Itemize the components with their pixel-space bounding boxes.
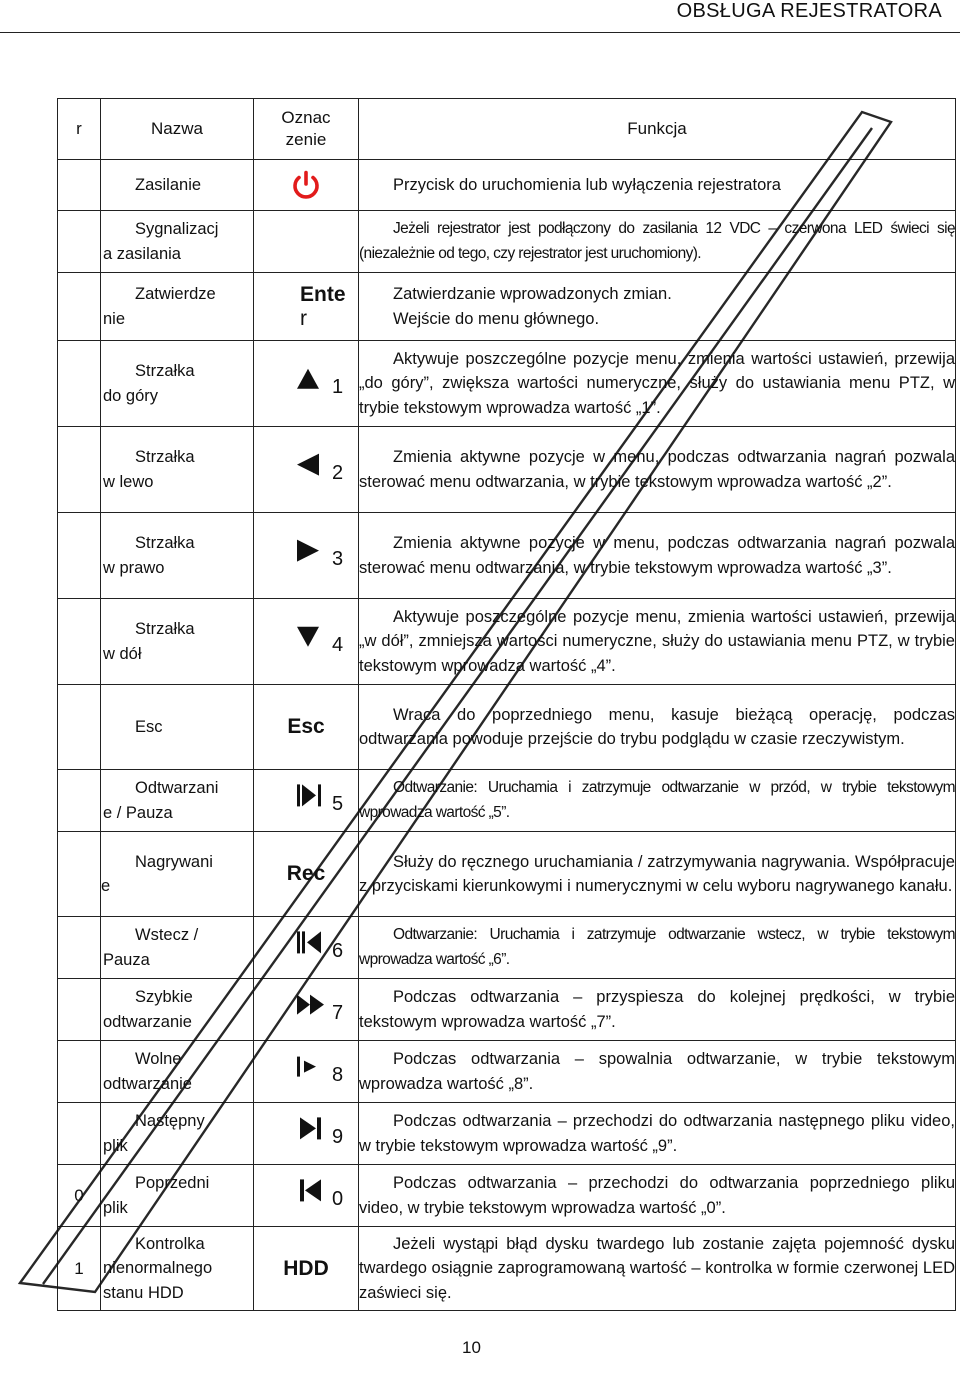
row-name-line2: w prawo [103, 558, 165, 577]
row-name-line1: Odtwarzani [135, 779, 219, 797]
row-no [58, 427, 101, 513]
row-name [101, 685, 254, 770]
function-line: Aktywuje poszczególne pozycje menu, zmienia wartości ustawień, przewija „w dół”, zmniejsza wartości numeryczne, służy do ustawiania menu PTZ, w trybie tekstowym wprowadza wartość „4”. [359, 607, 955, 675]
key-digit: 2 [332, 461, 344, 484]
row-mark [254, 979, 359, 1041]
row-name-line1: Strzałka [135, 534, 195, 552]
key-digit: 4 [332, 633, 344, 656]
table-row [58, 1165, 956, 1227]
row-mark [254, 685, 359, 770]
table-row [58, 1103, 956, 1165]
key-digit: 6 [332, 939, 344, 962]
row-name-line2: plik [103, 1136, 128, 1155]
row-name-line1: Następny [135, 1112, 205, 1130]
table-row [58, 979, 956, 1041]
key-digit: 8 [332, 1063, 344, 1086]
row-name-line1: Sygnalizacj [135, 220, 219, 238]
row-name-line2: odtwarzanie [103, 1012, 192, 1031]
page-number: 10 [462, 1338, 481, 1357]
row-name-line2: w lewo [103, 472, 154, 491]
arrow-right-icon [296, 538, 320, 567]
row-no [58, 341, 101, 427]
row-function [359, 1227, 956, 1311]
header-function: Funkcja [359, 99, 956, 160]
row-function [359, 770, 956, 832]
row-name [101, 979, 254, 1041]
enter-label-line2: r [300, 306, 307, 330]
slow-play-icon [296, 1054, 326, 1083]
row-name-line2: w dół [103, 644, 142, 663]
row-name [101, 917, 254, 979]
table-row [58, 1227, 956, 1311]
row-mark [254, 513, 359, 599]
row-name-line1: Zatwierdze [135, 285, 216, 303]
row-mark [254, 341, 359, 427]
function-line: Zmienia aktywne pozycje w menu, podczas odtwarzania nagrań pozwala sterować menu odtwarzania, w trybie tekstowym wprowadza wartość „3”. [359, 534, 955, 577]
row-name-line1: Kontrolka [135, 1234, 205, 1253]
function-line: Podczas odtwarzania – przyspiesza do kolejnej prędkości, w trybie tekstowym wprowadza wartość „7”. [359, 988, 955, 1031]
rec-label: Rec [286, 862, 326, 885]
esc-label: Esc [287, 715, 325, 738]
enter-label-line1: Ente [300, 282, 346, 306]
row-no [58, 685, 101, 770]
row-name-line2: nie [103, 309, 126, 328]
table-row [58, 832, 956, 917]
row-no [58, 160, 101, 211]
key-digit: 1 [332, 375, 344, 398]
row-name-line1: Strzałka [135, 448, 195, 466]
function-line: Podczas odtwarzania – przechodzi do odtwarzania następnego pliku video, w trybie tekstowym wprowadza wartość „9”. [359, 1112, 955, 1155]
key-digit: 3 [332, 547, 344, 570]
table-row [58, 341, 956, 427]
row-function [359, 917, 956, 979]
row-name [101, 1165, 254, 1227]
row-name [101, 832, 254, 917]
key-digit: 7 [332, 1001, 344, 1024]
header-rule [0, 32, 960, 33]
table-row [58, 1041, 956, 1103]
row-function [359, 211, 956, 273]
row-no [58, 832, 101, 917]
row-name [101, 1041, 254, 1103]
table-row [58, 770, 956, 832]
table-row [58, 427, 956, 513]
table-row [58, 160, 956, 211]
row-name [101, 1227, 254, 1311]
row-no: 0 [58, 1165, 101, 1227]
row-name [101, 599, 254, 685]
header-mark [254, 99, 359, 160]
row-name-line2: nienormalnego [103, 1259, 213, 1278]
row-name-line2: plik [103, 1198, 128, 1217]
key-digit: 9 [332, 1125, 344, 1148]
function-line: Jeżeli rejestrator jest podłączony do zasilania 12 VDC – czerwona LED świeci się (niezależnie od tego, czy rejestrator jest uruchomiony). [359, 220, 955, 262]
function-line: Odtwarzanie: Uruchamia i zatrzymuje odtwarzanie wstecz, w trybie tekstowym wprowadza wartość „6”. [359, 926, 955, 968]
previous-file-icon [296, 1177, 326, 1208]
table-row [58, 273, 956, 341]
row-function [359, 273, 956, 341]
row-no: 1 [58, 1227, 101, 1311]
row-no [58, 211, 101, 273]
function-line: Wraca do poprzedniego menu, kasuje bieżącą operację, podczas odtwarzania powoduje przejście do trybu podglądu w czasie rzeczywistym. [359, 705, 955, 748]
row-mark [254, 770, 359, 832]
row-name [101, 1103, 254, 1165]
function-line: Zatwierdzanie wprowadzonych zmian. [393, 285, 672, 303]
buttons-table [57, 98, 956, 1311]
row-name-line1: Poprzedni [135, 1174, 210, 1192]
rewind-pause-icon [296, 929, 326, 960]
row-name-line3: stanu HDD [103, 1283, 184, 1302]
row-name [101, 770, 254, 832]
row-name [101, 341, 254, 427]
row-no [58, 599, 101, 685]
row-function [359, 341, 956, 427]
function-line: Zmienia aktywne pozycje w menu, podczas odtwarzania nagrań pozwala sterować menu odtwarzania, w trybie tekstowym wprowadza wartość „2”. [359, 448, 955, 491]
function-line: Podczas odtwarzania – spowalnia odtwarzanie, w trybie tekstowym wprowadza wartość „8”. [359, 1050, 955, 1093]
row-name [101, 513, 254, 599]
row-mark [254, 832, 359, 917]
row-mark [254, 160, 359, 211]
header-mark-line1: Oznac [281, 108, 331, 127]
table-row [58, 513, 956, 599]
row-name-line1: Nagrywani [135, 852, 213, 871]
table-header-row [58, 99, 956, 160]
row-no [58, 1041, 101, 1103]
hdd-label: HDD [283, 1256, 329, 1280]
row-mark [254, 1227, 359, 1311]
arrow-down-icon [296, 625, 320, 652]
row-name [101, 427, 254, 513]
row-function [359, 1041, 956, 1103]
running-header: OBSŁUGA REJESTRATORA [676, 0, 942, 22]
row-name-line1: Strzałka [135, 362, 195, 380]
function-line: Podczas odtwarzania – przechodzi do odtwarzania poprzedniego pliku video, w trybie tekstowym wprowadza wartość „0”. [359, 1174, 955, 1217]
power-icon [291, 170, 321, 205]
row-name-line1: Esc [135, 717, 163, 736]
row-function [359, 979, 956, 1041]
row-function [359, 160, 956, 211]
row-name [101, 160, 254, 211]
row-name-line1: Zasilanie [135, 175, 202, 194]
row-no [58, 513, 101, 599]
row-name-line1: Wolne [135, 1050, 182, 1068]
table-row [58, 211, 956, 273]
row-mark [254, 211, 359, 273]
row-name-line1: Szybkie [135, 988, 193, 1006]
row-name-line2: odtwarzanie [103, 1074, 192, 1093]
play-pause-icon [296, 782, 326, 813]
function-line: Jeżeli wystąpi błąd dysku twardego lub zostanie zajęta pojemność dysku twardego osiągnie zaprogramowaną wartość – kontrolka w formie czerwonej LED zaświeci się. [359, 1234, 955, 1302]
row-function [359, 599, 956, 685]
next-file-icon [296, 1115, 326, 1146]
row-mark [254, 599, 359, 685]
row-function [359, 1165, 956, 1227]
row-mark [254, 1103, 359, 1165]
function-line: Służy do ręcznego uruchamiania / zatrzymywania nagrywania. Współpracuje z przyciskami kierunkowymi i numerycznymi w celu wyboru nagrywanego kanału. [359, 852, 955, 895]
row-no [58, 273, 101, 341]
key-digit: 5 [332, 792, 344, 815]
row-name-line2: do góry [103, 386, 159, 405]
table-row [58, 917, 956, 979]
table-row [58, 685, 956, 770]
row-mark [254, 917, 359, 979]
row-name-line1: Wstecz / [135, 926, 199, 944]
row-name-line2: e [101, 877, 111, 895]
row-no [58, 917, 101, 979]
header-mark-line2: zenie [285, 130, 327, 149]
row-name-line1: Strzałka [135, 620, 195, 638]
arrow-up-icon [296, 367, 320, 394]
fast-forward-icon [296, 992, 326, 1021]
row-name-line2: a zasilania [103, 244, 181, 263]
row-function [359, 427, 956, 513]
row-no [58, 979, 101, 1041]
row-mark [254, 1165, 359, 1227]
function-line: Odtwarzanie: Uruchamia i zatrzymuje odtwarzanie w przód, w trybie tekstowym wprowadza wartość „5”. [359, 779, 955, 821]
table-row [58, 599, 956, 685]
row-name [101, 211, 254, 273]
row-name [101, 273, 254, 341]
row-no [58, 770, 101, 832]
arrow-left-icon [296, 452, 320, 481]
key-digit: 0 [332, 1187, 344, 1210]
row-mark [254, 427, 359, 513]
function-line: Przycisk do uruchomienia lub wyłączenia rejestratora [393, 175, 781, 194]
row-mark [254, 1041, 359, 1103]
row-name-line2: e / Pauza [103, 803, 173, 822]
row-name-line2: Pauza [103, 950, 150, 969]
function-line: Wejście do menu głównego. [393, 309, 600, 328]
row-function [359, 1103, 956, 1165]
header-name: Nazwa [101, 99, 254, 160]
header-no: r [58, 99, 101, 160]
function-line: Aktywuje poszczególne pozycje menu, zmienia wartości ustawień, przewija „do góry”, zwiększa wartości numeryczne, służy do ustawiania menu PTZ, w trybie tekstowym wprowadza wartość „1”. [359, 349, 955, 417]
row-function [359, 513, 956, 599]
row-mark [254, 273, 359, 341]
row-function [359, 685, 956, 770]
row-no [58, 1103, 101, 1165]
row-function [359, 832, 956, 917]
